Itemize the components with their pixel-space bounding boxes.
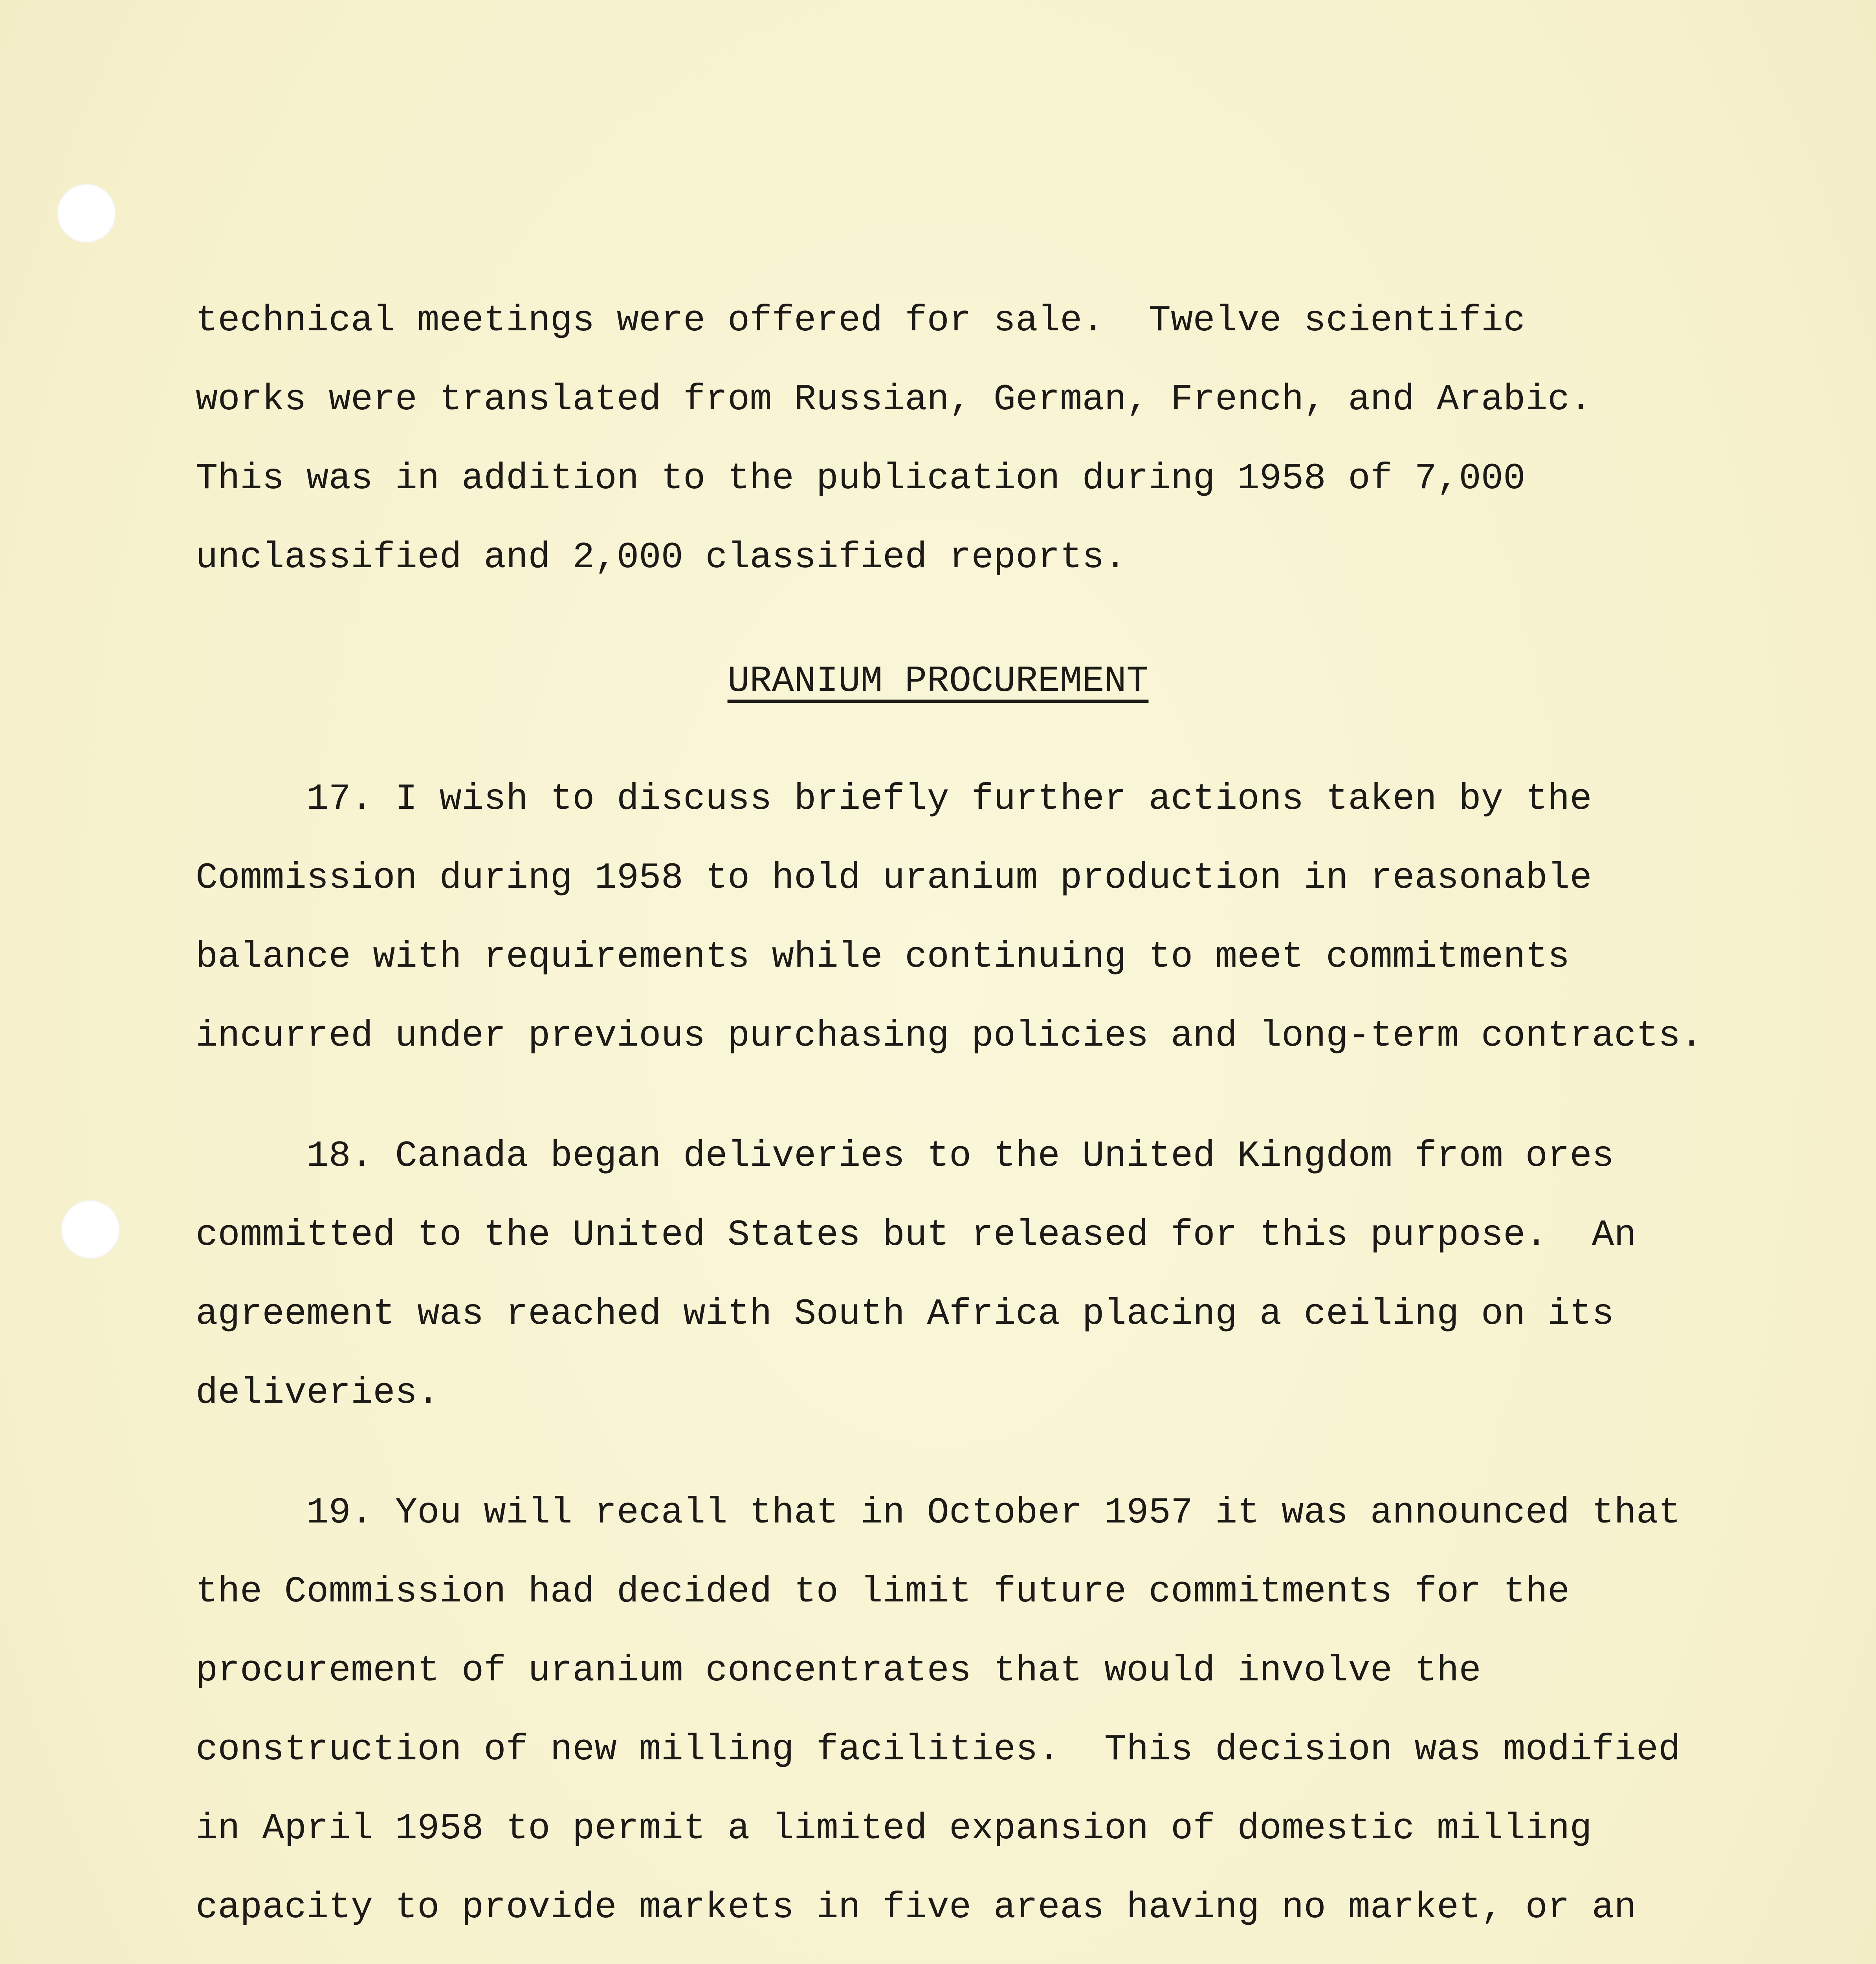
text-line: unclassified and 2,000 classified reports. <box>196 537 1127 579</box>
text-line: This was in addition to the publication during 1958 of 7,000 <box>196 458 1526 500</box>
text-line: 19. You will recall that in October 1957 it was announced that <box>196 1492 1681 1534</box>
text-line: deliveries. <box>196 1372 440 1414</box>
text-line: the Commission had decided to limit future commitments for the <box>196 1571 1570 1613</box>
text-line: committed to the United States but released for this purpose. An <box>196 1215 1636 1256</box>
text-line: capacity to provide markets in five areas having no market, or an <box>196 1887 1636 1929</box>
punch-hole-top <box>57 184 116 243</box>
text-line: procurement of uranium concentrates that would involve the <box>196 1650 1481 1692</box>
punch-hole-middle <box>61 1200 120 1259</box>
text-line: balance with requirements while continuing to meet commitments <box>196 936 1570 978</box>
text-line: incurred under previous purchasing policies and long-term contracts. <box>196 1015 1703 1057</box>
text-line: works were translated from Russian, German, French, and Arabic. <box>196 379 1592 421</box>
text-line: in April 1958 to permit a limited expansion of domestic milling <box>196 1808 1592 1850</box>
text-line: construction of new milling facilities. This decision was modified <box>196 1729 1681 1771</box>
text-line: 18. Canada began deliveries to the United Kingdom from ores <box>196 1136 1614 1177</box>
text-line: agreement was reached with South Africa placing a ceiling on its <box>196 1293 1614 1335</box>
text-line: technical meetings were offered for sale. Twelve scientific <box>196 300 1526 342</box>
text-line: 17. I wish to discuss briefly further actions taken by the <box>196 779 1592 820</box>
section-heading-text: URANIUM PROCUREMENT <box>727 661 1149 702</box>
text-line: Commission during 1958 to hold uranium production in reasonable <box>196 857 1592 899</box>
section-heading <box>0 663 1876 700</box>
